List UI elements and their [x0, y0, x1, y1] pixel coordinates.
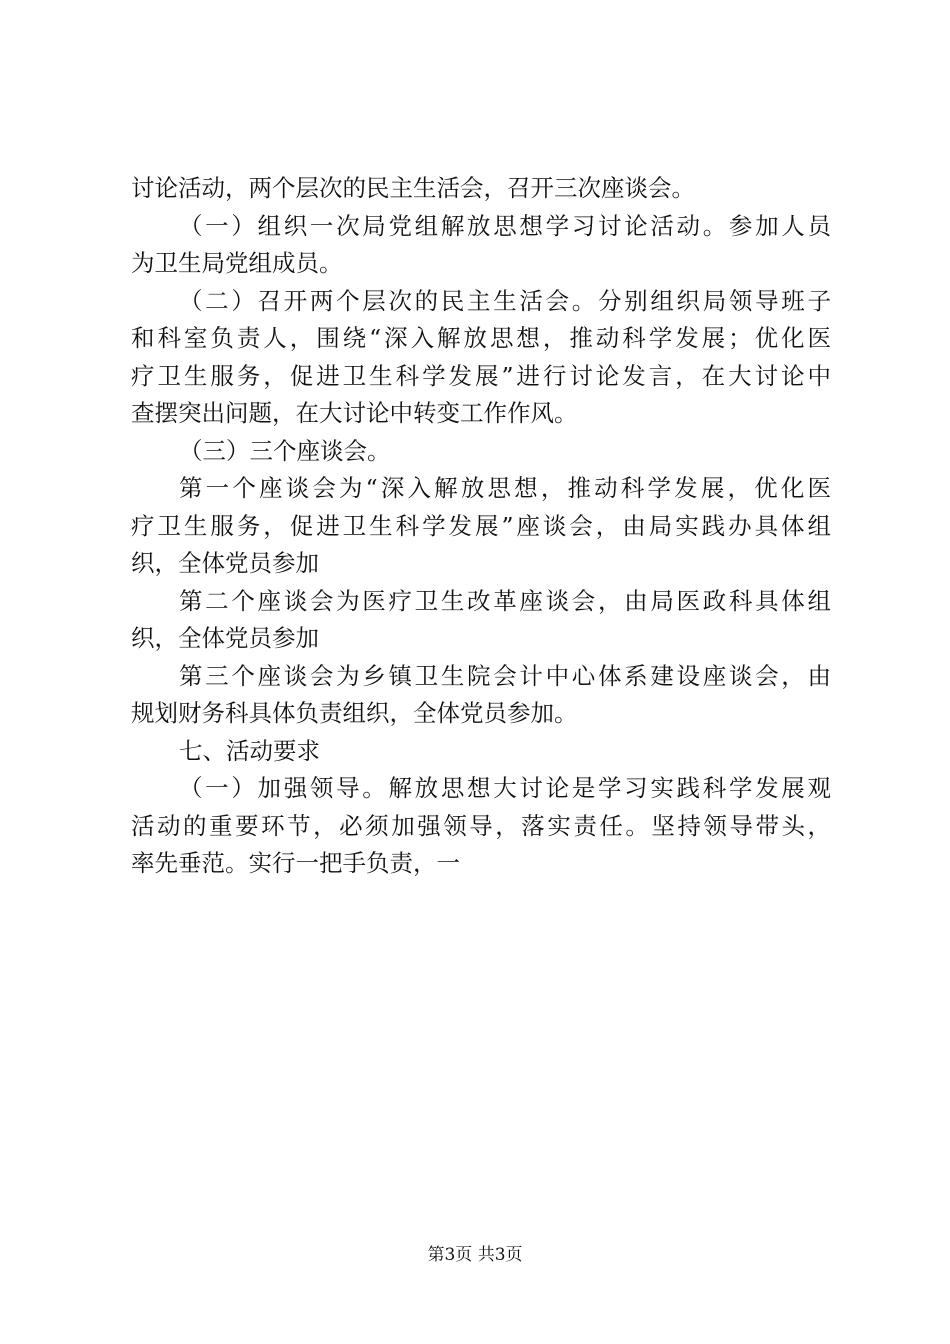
paragraph-line: （一）加强领导。解放思想大讨论是学习实践科学发展观 [179, 774, 831, 802]
paragraph-line: 和科室负责人，围绕“深入解放思想，推动科学发展；优化医 [131, 324, 831, 352]
paragraph-line: 第二个座谈会为医疗卫生改革座谈会，由局医政科具体组 [179, 586, 831, 615]
document-body [131, 170, 831, 883]
paragraph-line: （二）召开两个层次的民主生活会。分别组织局领导班子 [179, 286, 831, 315]
section-heading: 七、活动要求 [179, 736, 320, 765]
paragraph-line: 查摆突出问题，在大讨论中转变工作作风。 [131, 399, 578, 427]
paragraph-line: 疗卫生服务，促进卫生科学发展”进行讨论发言，在大讨论中 [131, 361, 831, 390]
paragraph-line: 讨论活动，两个层次的民主生活会，召开三次座谈会。 [131, 174, 695, 202]
paragraph-line: 第一个座谈会为“深入解放思想，推动科学发展，优化医 [179, 474, 831, 502]
paragraph-line: 为卫生局党组成员。 [131, 249, 343, 277]
paragraph-line: 织，全体党员参加 [131, 549, 319, 577]
paragraph-line: 规划财务科具体负责组织，全体党员参加。 [131, 699, 578, 727]
section-heading: （三）三个座谈会。 [179, 436, 391, 465]
paragraph-line: （一）组织一次局党组解放思想学习讨论活动。参加人员 [179, 211, 831, 240]
paragraph-line: 第三个座谈会为乡镇卫生院会计中心体系建设座谈会，由 [179, 661, 831, 690]
page-number-footer: 第3页 共3页 [427, 1245, 523, 1265]
paragraph-line: 织，全体党员参加 [131, 624, 319, 652]
paragraph-line: 疗卫生服务，促进卫生科学发展”座谈会，由局实践办具体组 [131, 511, 831, 540]
paragraph-line: 率先垂范。实行一把手负责，一 [131, 849, 460, 877]
paragraph-line: 活动的重要环节，必须加强领导，落实责任。坚持领导带头， [131, 811, 831, 840]
